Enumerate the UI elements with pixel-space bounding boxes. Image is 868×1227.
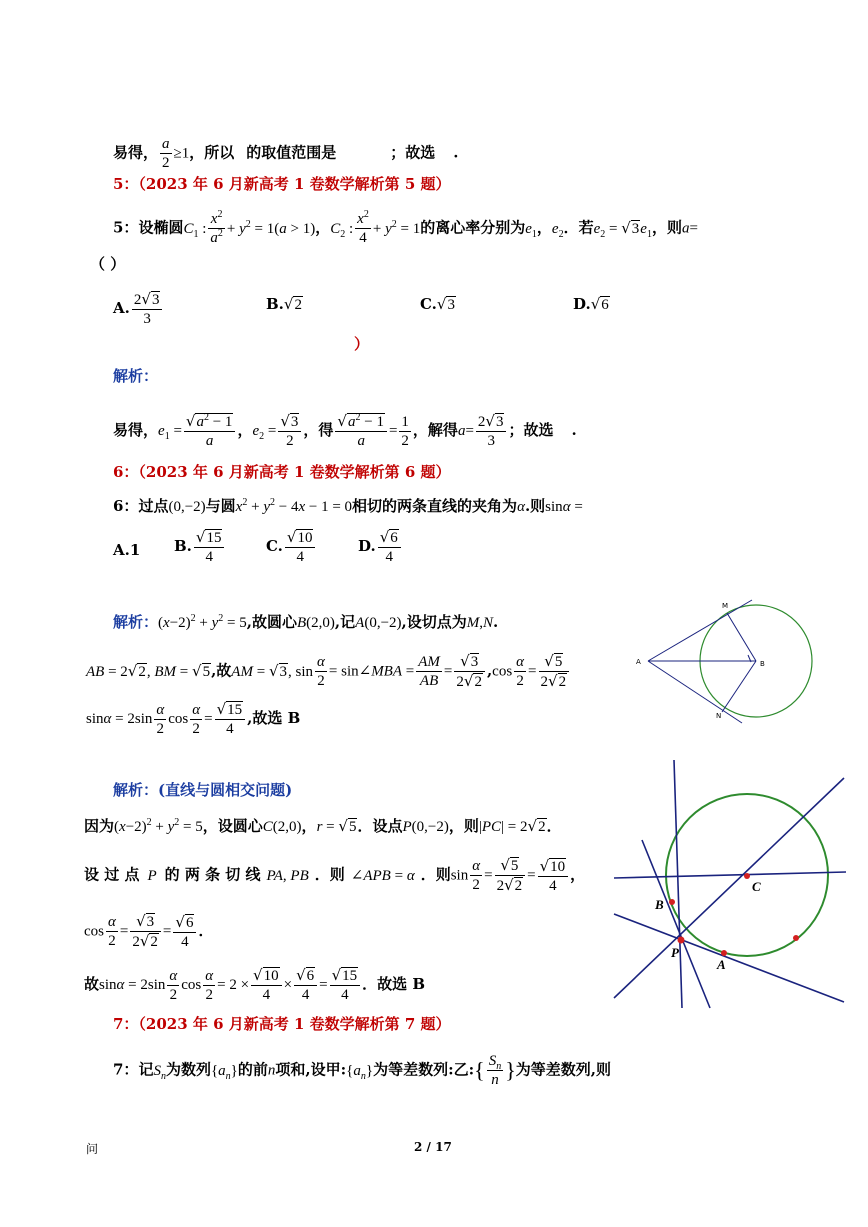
text: C. xyxy=(266,537,283,555)
option-6-c: C. $\frac{√10}{4}$ xyxy=(266,528,317,566)
text: 易得， xyxy=(113,143,159,162)
text: . xyxy=(571,421,577,439)
text: 记 xyxy=(138,1060,154,1079)
text: C. xyxy=(420,295,437,313)
text: ．则 xyxy=(420,865,451,884)
heading-question-6: 6：（2023 年 6 月新高考 1 卷数学解析第 6 题） xyxy=(113,463,451,481)
text: ,故圆心 xyxy=(246,613,297,631)
text: ，所以 xyxy=(189,143,235,162)
tangent-pb xyxy=(642,840,710,1008)
text: .则 xyxy=(524,497,546,515)
question-5: 5：设椭圆$C_1$ : $\frac{x^2}{a^2}$ + $y^2 = 1(a > 1)$，$C_2$ : $\frac{x^2}{4}$ + $y^2 = 1$的离心率分别为$e_1$，$e_2$．若$e_2 = √3e_1$，则a= xyxy=(113,209,698,246)
text: 7： xyxy=(113,1060,139,1079)
text: ，设圆心 xyxy=(202,817,263,835)
text: 项和,设甲: xyxy=(275,1060,347,1079)
question-6: 6：过点(0,−2)与圆$x^2 + y^2 - 4x - 1 = 0$相切的两条直线的夹角为α.则sinα = xyxy=(113,497,583,515)
text: ． xyxy=(546,817,562,835)
tangent-an xyxy=(648,661,742,723)
figure-tangent-circle-2 xyxy=(612,760,848,1010)
text: 6： xyxy=(113,497,139,515)
line-vertical xyxy=(674,760,682,1008)
jiexi-label: 解析： xyxy=(113,613,159,631)
option-6-a: A.1 xyxy=(113,541,141,559)
text: ,故选 B xyxy=(247,709,301,727)
text: 过点 xyxy=(138,497,169,515)
page-number: 2 / 17 xyxy=(414,1140,452,1154)
text: ，解得 xyxy=(412,421,458,439)
question-5-paren: （ ） xyxy=(90,255,126,273)
label-b: B xyxy=(655,897,664,912)
text: ,设切点为 xyxy=(401,613,467,631)
text: ；故选 xyxy=(390,143,436,162)
text: 故 xyxy=(84,975,100,993)
option-b: B.√2 xyxy=(266,295,302,313)
text: D. xyxy=(573,295,591,313)
option-c: C.√3 xyxy=(420,295,455,313)
text: B. xyxy=(266,295,284,313)
point-extra xyxy=(793,935,799,941)
text: 5： xyxy=(113,218,139,237)
heading-question-7: 7：（2023 年 6 月新高考 1 卷数学解析第 7 题） xyxy=(113,1015,451,1033)
option-d: D.√6 xyxy=(573,295,609,313)
option-a: A. $\frac{2√3}{3}$ xyxy=(113,290,164,328)
text: ,故 xyxy=(211,661,232,680)
text: 易得， xyxy=(113,421,159,439)
figure-tangent-circle-1 xyxy=(630,598,820,728)
text: 相切的两条直线的夹角为 xyxy=(352,497,518,515)
text: ．若 xyxy=(563,218,594,237)
text: 为等差数列,则 xyxy=(515,1060,611,1079)
point-p xyxy=(678,937,685,944)
radius-bn xyxy=(722,661,756,712)
text-line-1: 易得， $\frac{a}{2}$ ≥1，所以 的取值范围是 ；故选 . xyxy=(113,136,459,171)
label-p: P xyxy=(671,945,679,960)
solution-6b-line3: cos $\frac{\alpha}{2}$ = $\frac{√3}{2√2}$ = $\frac{√6}{4}$ ． xyxy=(84,912,214,950)
text: . xyxy=(493,613,499,631)
math-fraction: $\frac{a}{2}$ xyxy=(162,136,170,171)
text: ．故选 B xyxy=(362,975,426,993)
label-m: M xyxy=(722,602,729,610)
text: ,记 xyxy=(334,613,356,631)
option-6-d: D. $\frac{√6}{4}$ xyxy=(358,528,403,566)
solution-6a-line1: 解析：$(x-2)^2 + y^2 = 5$,故圆心B(2,0),记A(0,−2),设切点为M,N. xyxy=(113,613,499,631)
text: 设 过 点 xyxy=(84,865,140,884)
solution-6b-line4: 故sinα = 2sin $\frac{\alpha}{2}$ cos $\frac{\alpha}{2}$ = 2 × $\frac{√10}{4}$ × $\frac{√6}{4}$ = $\frac{√15}{4}$ ．故选 B xyxy=(84,966,426,1003)
text: B. xyxy=(174,537,192,555)
text: , xyxy=(486,661,493,680)
radius-bm xyxy=(727,613,756,661)
text: ，则 xyxy=(448,817,479,835)
solution-6b-line1: 因为$(x-2)^2 + y^2 = 5$，设圆心C(2,0)，r = √5．设点P(0,−2)，则|PC| = 2√2． xyxy=(84,817,562,835)
text: ；故选 xyxy=(508,421,554,439)
solution-6a-line3: sinα = 2sin $\frac{\alpha}{2}$ cos $\frac{\alpha}{2}$ = $\frac{√15}{4}$ ,故选 B xyxy=(86,700,301,737)
stray-paren: ） xyxy=(354,335,370,353)
text: D. xyxy=(358,537,376,555)
jiexi-label-5: 解析： xyxy=(113,367,159,385)
solution-6b-label: 解析：(直线与圆相交问题) xyxy=(113,781,293,799)
option-6-b: B. $\frac{√15}{4}$ xyxy=(174,528,226,566)
text: ．则 xyxy=(314,865,345,884)
line-horizontal xyxy=(614,872,846,878)
label-c: C xyxy=(752,879,761,894)
solution-5: 易得，$e_1$ = $\frac{√a^2 - 1}{a}$ ，$e_2$ = $\frac{√3}{2}$ ，得 $\frac{√a^2 - 1}{a}$ = $\frac{1}{2}$ ，解得a= $\frac{2√3}{3}$ ；故选 . xyxy=(113,412,577,449)
text: 的取值范围是 xyxy=(246,143,337,162)
text: ．设点 xyxy=(357,817,403,835)
point-c xyxy=(744,873,750,879)
text: 设椭圆 xyxy=(138,218,184,237)
text: 的前 xyxy=(237,1060,268,1079)
text: 为等差数列:乙: xyxy=(373,1060,475,1079)
solution-6b-line2: 设 过 点 P 的 两 条 切 线 PA, PB ．则 ∠APB = α ．则sin $\frac{\alpha}{2}$ = $\frac{√5}{2√2}$ = $\frac{√10}{4}$ ， xyxy=(84,856,586,894)
text: 的 两 条 切 线 xyxy=(164,865,261,884)
text: 的离心率分别为 xyxy=(420,218,526,237)
text: . xyxy=(453,143,459,162)
solution-6a-line2: AB = 2√2, BM = √5,故AM = √3, sin $\frac{\alpha}{2}$ = sin∠MBA = $\frac{AM}{AB}$ = $\frac{√3}{2√2}$ ,cos $\frac{\alpha}{2}$ = $\frac{√5}{2√2}$ xyxy=(86,652,571,691)
question-7: 7：记$S_n$为数列$\{a_n\}$的前n项和,设甲$:\{a_n\}$为等差数列:乙:{ $\frac{S_n}{n}$ }为等差数列,则 xyxy=(113,1053,611,1088)
text: 因为 xyxy=(84,817,115,835)
heading-question-5: 5：（2023 年 6 月新高考 1 卷数学解析第 5 题） xyxy=(113,175,451,193)
point-a xyxy=(721,950,727,956)
point-b xyxy=(669,899,675,905)
line-pc xyxy=(614,778,844,998)
text: ， xyxy=(301,817,317,835)
label-a: A xyxy=(636,658,641,666)
label-b: B xyxy=(760,660,765,668)
label-a: A xyxy=(717,957,726,972)
text: ， xyxy=(570,865,586,884)
text: ，则 xyxy=(651,218,682,237)
text: 与圆 xyxy=(205,497,236,515)
label-n: N xyxy=(716,712,722,720)
footer-left: 问 xyxy=(86,1142,99,1156)
tangent-am xyxy=(648,600,752,661)
text: ，得 xyxy=(303,421,334,439)
text: A. xyxy=(113,299,130,317)
text: 为数列 xyxy=(165,1060,211,1079)
